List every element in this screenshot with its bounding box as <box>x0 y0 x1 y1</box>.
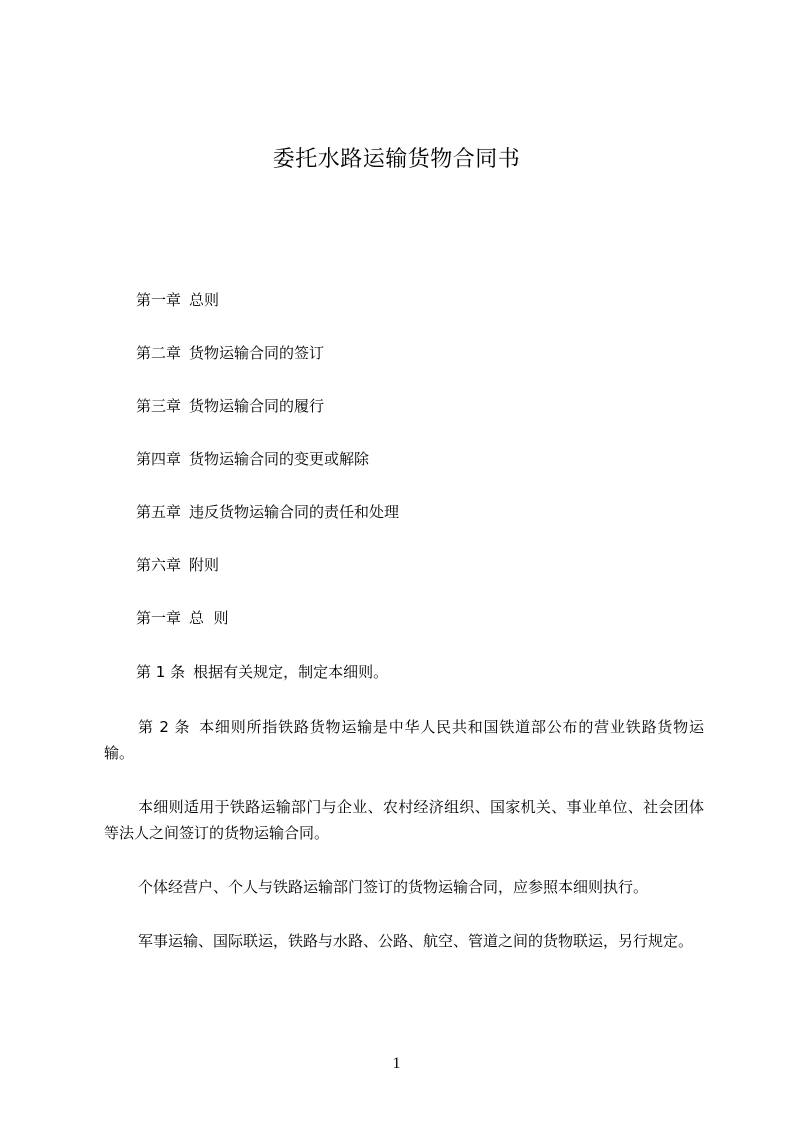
chapter-name: 总 则 <box>189 609 229 627</box>
list-item <box>136 396 399 449</box>
chapter-name: 货物运输合同的履行 <box>189 397 325 415</box>
chapter-number: 第六章 <box>136 556 182 574</box>
article-label: 第 1 条 <box>136 663 186 681</box>
list-item <box>136 502 399 555</box>
chapter-name: 货物运输合同的变更或解除 <box>189 450 370 468</box>
article-text: 根据有关规定，制定本细则。 <box>193 663 389 681</box>
article-1 <box>136 662 388 682</box>
chapter-number: 第三章 <box>136 397 182 415</box>
list-item <box>136 555 399 608</box>
chapter-list <box>136 290 399 661</box>
chapter-number: 第二章 <box>136 344 182 362</box>
list-item <box>136 290 399 343</box>
page-number: 1 <box>392 1055 401 1072</box>
list-item <box>136 343 399 396</box>
article-text: 本细则所指铁路货物运输是中华人民共和国铁道部公布的营业铁路货物运输。 <box>104 718 704 762</box>
article-label: 第 2 条 <box>138 718 191 736</box>
paragraph-military: 军事运输、国际联运，铁路与水路、公路、航空、管道之间的货物联运，另行规定。 <box>138 932 694 950</box>
list-item <box>136 608 399 661</box>
paragraph-scope: 本细则适用于铁路运输部门与企业、农村经济组织、国家机关、事业单位、社会团体等法人之间签订的货物运输合同。 <box>104 798 704 842</box>
chapter-name: 附则 <box>189 556 220 574</box>
chapter-number: 第五章 <box>136 503 182 521</box>
chapter-number: 第四章 <box>136 450 182 468</box>
document-title: 委托水路运输货物合同书 <box>272 147 521 172</box>
article-2 <box>104 714 704 766</box>
chapter-name: 总则 <box>189 291 220 309</box>
chapter-name: 货物运输合同的签订 <box>189 344 325 362</box>
chapter-number: 第一章 <box>136 609 182 627</box>
chapter-name: 违反货物运输合同的责任和处理 <box>189 503 400 521</box>
list-item <box>136 449 399 502</box>
paragraph-individual: 个体经营户、个人与铁路运输部门签订的货物运输合同，应参照本细则执行。 <box>138 878 649 896</box>
chapter-number: 第一章 <box>136 291 182 309</box>
